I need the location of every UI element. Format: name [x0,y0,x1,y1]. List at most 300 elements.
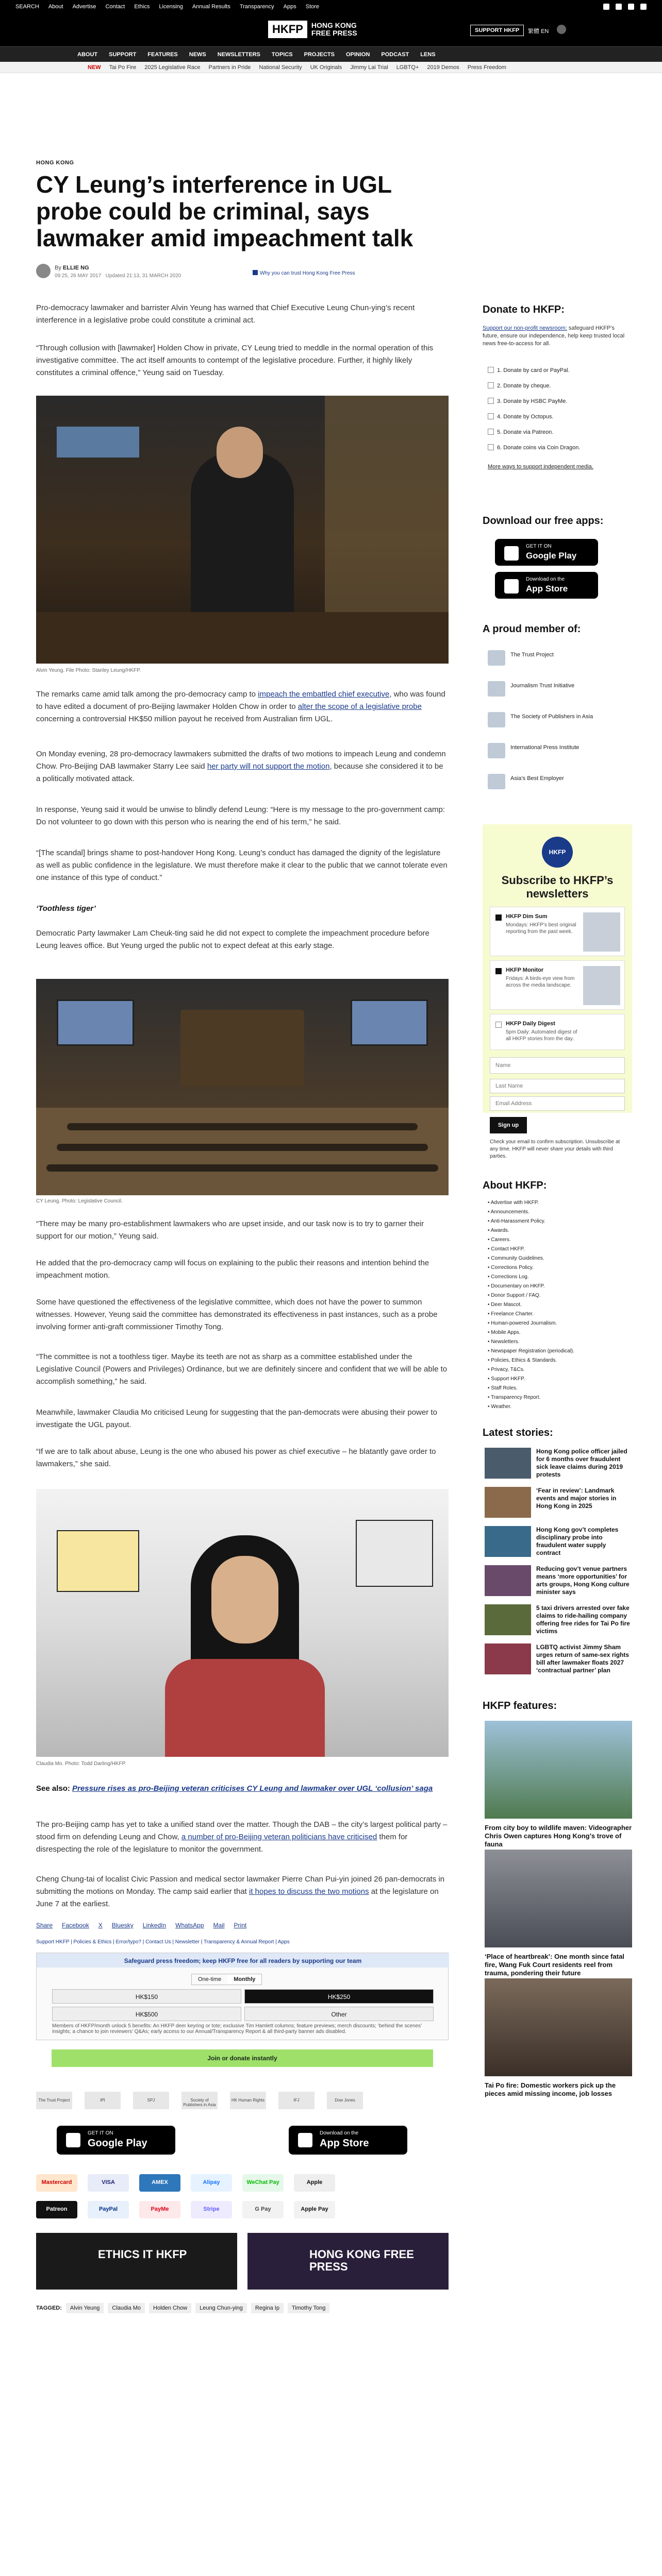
sidebar-google-play[interactable] [495,539,598,566]
about-link[interactable]: • Newspaper Registration (periodical). [488,1347,627,1356]
language-zh[interactable]: 繁體 [528,28,539,35]
trending-new-badge: NEW [88,64,101,71]
paragraph: “[The scandal] brings shame to post-handover Hong Kong. Leung’s conduct has damaged the dignity of the legislature as well as public confidence in the legislature. We must therefore make it clear to the public that we cannot tolerate even one instance of this type of conduct.” [36,849,448,882]
nav-lens[interactable]: LENS [420,52,436,58]
about-link[interactable]: • Freelance Charter. [488,1310,627,1319]
tag[interactable]: Holden Chow [149,2303,191,2313]
author-line [55,265,89,271]
section-label[interactable]: HONG KONG [36,160,74,166]
paragraph: Meanwhile, lawmaker Claudia Mo criticised Leung for suggesting that the pan-democrats were abusing their power to investigate the UGL payout. [36,1408,437,1429]
support-hkfp-button[interactable]: SUPPORT HKFP [470,25,524,36]
about-link[interactable]: • Staff Roles. [488,1384,627,1393]
story-thumb [485,1526,531,1557]
badge-large: App Store [320,2138,369,2149]
amount-option[interactable]: HK$500 [52,2007,241,2021]
badge-small: GET IT ON [526,544,552,549]
utility-about-link[interactable]: About [48,4,63,10]
newsletter-option[interactable] [490,1014,625,1050]
paragraph: “If we are to talk about abuse, Leung is the one who abused his power as chief executive – he blatantly gave order to lawmakers,” she said. [36,1447,436,1468]
checkbox-checked[interactable] [495,968,502,974]
donate-option[interactable] [488,429,627,435]
newsletter-name: HKFP Monitor [506,967,544,973]
donate-intro-link[interactable]: Support our non-profit newsroom: [483,325,567,331]
trending-bar [0,62,662,73]
option-icon [488,429,494,435]
promo-text: HONG KONG FREE PRESS [309,2248,414,2273]
checkbox-checked[interactable] [495,914,502,921]
trending-item[interactable]: Jimmy Lai Trial [350,64,388,71]
logo-text [311,22,357,37]
nav-newsletters[interactable]: NEWSLETTERS [217,52,260,58]
feature-image[interactable] [485,1721,632,1819]
newsletter-desc: 5pm Daily: Automated digest of all HKFP stories from the day. [506,1029,577,1042]
site-header [0,13,662,46]
share-label: Share [36,1922,53,1929]
member-logo [488,650,505,666]
badge-large: Google Play [526,551,577,561]
about-link[interactable]: • Anti-Harassment Policy. [488,1217,627,1226]
text: , because she considered it to be a politically motivated attack. [36,762,443,783]
badge-small: GET IT ON [88,2130,113,2136]
language-en[interactable]: EN [541,28,549,35]
share-mail[interactable]: Mail [213,1922,225,1929]
paragraph: Pro-democracy lawmaker and barrister Alvin Yeung has warned that Chief Executive Leung Chun-ying’s recent interference in a legislative probe could constitute a criminal act. [36,303,415,325]
newsletter-thumb [583,966,620,1005]
toggle-one-time[interactable]: One-time [198,1976,222,1982]
newsletter-title: Subscribe to HKFP’s newsletters [501,874,614,900]
paragraph: Some have questioned the effectiveness of the legislative committee, which does not have the power to summon witnesses. However, Yeung said the committee has demonstrated its effectiveness in past instances, such as a probe involving former anti-graft commissioner Timothy Tong. [36,1298,438,1331]
paragraph: “Through collusion with [lawmaker] Holden Chow in private, CY Leung tried to meddle in the normal operation of this investigative committee. The act itself amounts to contempt of the legislative procedure. Further, it highly likely constitutes a criminal offence,” Yeung said on Tuesday. [36,344,434,377]
paragraph: He added that the pro-democracy camp will focus on explaining to the public their reasons and intention behind the impeachment motion. [36,1259,429,1280]
share-x[interactable]: X [98,1922,103,1929]
member-badge[interactable]: The Trust Project [36,2092,72,2109]
story-thumb [485,1565,531,1596]
member-logo [488,712,505,727]
trending-item[interactable]: UK Originals [310,64,342,71]
donate-option[interactable] [488,367,627,374]
paragraph [36,1873,449,1910]
donate-more-link[interactable]: More ways to support independent media. [488,464,593,470]
newsletter-thumb [583,912,620,952]
text: concerning a controversial HK$50 million payout he received from Australian firm UGL. [36,715,333,723]
newsletter-logo: HKFP [542,837,573,868]
sidebar-app-store[interactable] [495,572,598,599]
about-list [488,1198,627,1412]
photo-screen [57,427,139,457]
article-tags [36,2303,449,2313]
about-link[interactable]: • Privacy, T&Cs. [488,1365,627,1375]
newsletter-desc: Fridays: A birds-eye view from across the media landscape. [506,976,575,988]
member-jti[interactable] [488,680,622,699]
text: On Monday evening, 28 pro-democracy lawmakers submitted the drafts of two motions to impeach Leung and condemn Chow. Pro-Beijing DAB lawmaker Starry Lee said [36,750,446,771]
donate-amounts [52,1989,434,2021]
google-play-icon [504,546,519,561]
trust-link[interactable] [253,270,355,276]
member-ipi[interactable] [488,742,622,760]
story-headline[interactable]: Hong Kong gov’t completes disciplinary probe into fraudulent water supply contract [536,1526,619,1556]
donate-option[interactable] [488,398,627,404]
site-logo[interactable] [268,21,357,38]
tag[interactable]: Claudia Mo [108,2303,145,2313]
logo-mark: HKFP [268,21,307,38]
photo-face [211,1556,278,1643]
text: at the legislature on June 7 at the earliest. [36,1887,439,1908]
donate-option[interactable] [488,413,627,420]
latest-story[interactable] [485,1643,632,1677]
option-icon [488,444,494,450]
utility-licensing-link[interactable]: Licensing [159,4,183,10]
member-best-employer[interactable] [488,773,622,791]
see-also-link[interactable]: Pressure rises as pro-Beijing veteran criticises CY Leung and lawmaker over UGL ‘collusion’ saga [72,1784,433,1793]
photo-caption: CY Leung. Photo: Legislative Council. [36,1198,123,1204]
text: The remarks came amid talk among the pro-democracy camp to [36,690,258,699]
byline [36,264,449,284]
probe-link[interactable]: alter the scope of a legislative probe [297,702,422,711]
about-link[interactable]: • Transparency Report. [488,1393,627,1402]
donate-option-label: 6. Donate coins via Coin Dragon. [497,445,581,451]
about-link[interactable]: • Documentary on HKFP. [488,1282,627,1291]
tag[interactable]: Timothy Tong [288,2303,329,2313]
share-linkedin[interactable]: LinkedIn [142,1922,167,1929]
apple-icon [298,2133,312,2147]
share-bluesky[interactable]: Bluesky [111,1922,134,1929]
about-link[interactable]: • Advertise with HKFP. [488,1198,627,1208]
badge-large: App Store [526,584,568,594]
badge-small: Download on the [320,2130,359,2136]
promo-text: ETHICS IT HKFP [98,2248,187,2261]
nav-projects[interactable]: PROJECTS [304,52,335,58]
payment-logos [36,2201,449,2218]
latest-story[interactable] [485,1526,632,1560]
text: The pro-Beijing camp has yet to take a unified stand over the matter. Though the DAB – the city’s largest political party – stood firm on defending Leung and Chow, [36,1820,448,1841]
paragraph [36,688,449,725]
promo-hkfp[interactable] [247,2233,449,2290]
feature-headline[interactable]: Tai Po fire: Domestic workers pick up the pieces amid missing income, job losses [485,2081,616,2097]
utility-advertise-link[interactable]: Advertise [72,4,96,10]
about-link[interactable]: • Careers. [488,1235,627,1245]
story-thumb [485,1643,531,1674]
badge-large: Google Play [88,2138,147,2149]
newsletter-option[interactable] [490,960,625,1010]
nav-about[interactable]: ABOUT [77,52,98,58]
about-link[interactable]: • Policies, Ethics & Standards. [488,1356,627,1365]
author-avatar [36,264,51,278]
share-facebook[interactable]: Facebook [62,1922,89,1929]
member-badge[interactable]: HK Human Rights [230,2092,266,2109]
feature-image[interactable] [485,1978,632,2076]
member-trust-project[interactable] [488,649,622,668]
text: Cheng Chung-tai of localist Civic Passion and medical sector lawmaker Pierre Chan Pui-yin joined 26 pan-democrats in submitting the motions on Monday. The camp said earlier that [36,1875,445,1896]
utility-store-link[interactable]: Store [305,4,320,10]
member-logo [488,774,505,789]
photo-alvin-yeung [36,396,449,664]
member-strip [36,2092,449,2109]
about-link[interactable]: • Human-powered Journalism. [488,1319,627,1328]
story-headline[interactable]: ‘Fear in review’: Landmark events and major stories in Hong Kong in 2025 [536,1487,617,1510]
photo-figure [165,1659,325,1757]
newsletter-name: HKFP Daily Digest [506,1021,555,1027]
paragraph: “There may be many pro-establishment lawmakers who are upset inside, and our task now is to try to garner their support for our motion,” Yeung said. [36,1219,424,1241]
photo-floor [36,1108,449,1195]
payment-logo: PayPal [88,2201,129,2218]
see-also [36,1783,449,1795]
donate-frequency-toggle [191,1974,262,1985]
donate-option-label: 1. Donate by card or PayPal. [497,367,570,374]
sidebar-latest-title: Latest stories: [483,1427,553,1438]
member-logo [488,681,505,697]
donate-option-label: 2. Donate by cheque. [497,383,551,389]
story-headline[interactable]: Hong Kong police officer jailed for 6 months over fraudulent sick leave claims during 2019 protests [536,1448,627,1478]
member-badge[interactable]: IFJ [278,2092,315,2109]
amount-option[interactable]: HK$150 [52,1989,241,2004]
donate-option[interactable] [488,444,627,451]
top-utility-bar [0,0,662,13]
paragraph [36,748,449,785]
member-sopa[interactable] [488,711,622,730]
photo-head [217,427,263,478]
about-link[interactable]: • Weather. [488,1402,627,1412]
updated: Updated 21:13, 31 MARCH 2020 [105,273,181,279]
newsletter-signup [483,824,632,1113]
latest-story[interactable] [485,1448,632,1482]
sidebar-member-title: A proud member of: [483,623,581,635]
nav-opinion[interactable]: OPINION [345,52,370,58]
trending-item[interactable]: LGBTQ+ [396,64,419,71]
youtube-icon[interactable] [640,4,647,10]
trending-item[interactable]: Tai Po Fire [109,64,137,71]
feature-headline[interactable]: From city boy to wildlife maven: Videographer Chris Owen captures Hong Kong’s trove of fauna [485,1824,632,1848]
photo-legco [36,979,449,1195]
nav-podcast[interactable]: PODCAST [381,52,409,58]
about-link[interactable]: • Awards. [488,1226,627,1235]
newsletter-signup-button[interactable]: Sign up [490,1117,527,1133]
donate-module [36,1953,449,2040]
sidebar-donate-intro [483,325,632,348]
photo-bench [67,1123,418,1130]
member-badge[interactable]: Dow Jones [327,2092,363,2109]
payment-logo: Apple [294,2174,335,2192]
about-link[interactable]: • Community Guidelines. [488,1254,627,1263]
social-icons [603,4,647,10]
google-play-icon [66,2133,80,2147]
author-name[interactable]: ELLIE NG [62,265,89,271]
member-name: Asia’s Best Employer [510,775,564,782]
payment-logo: Stripe [191,2201,232,2218]
donate-option[interactable] [488,382,627,389]
join-donate-button[interactable]: Join or donate instantly [52,2049,433,2067]
newsletter-option[interactable] [490,907,625,956]
account-icon[interactable] [557,25,566,34]
about-link[interactable]: • Corrections Log. [488,1273,627,1282]
payment-logo: Apple Pay [294,2201,335,2218]
utility-ethics-link[interactable]: Ethics [134,4,150,10]
party-link[interactable]: her party will not support the motion [207,762,330,771]
latest-story[interactable] [485,1604,632,1638]
option-icon [488,413,494,419]
facebook-icon[interactable] [603,4,609,10]
byline-by: By [55,265,61,271]
first-name-input[interactable]: Name [490,1057,625,1074]
tag[interactable]: Leung Chun-ying [195,2303,247,2313]
option-icon [488,398,494,404]
amount-option[interactable]: Other [244,2007,434,2021]
tag[interactable]: Regina Ip [251,2303,284,2313]
impeach-link[interactable]: impeach the embattled chief executive [258,690,390,699]
last-name-input[interactable]: Last Name [490,1079,625,1093]
newsletter-desc: Mondays: HKFP’s best original reporting from the past week. [506,922,576,935]
paragraph: Democratic Party lawmaker Lam Cheuk-ting said he did not expect to complete the impeachment procedure before Leung leaves office. But Yeung urged the public not to expect defeat at this early stage. [36,929,429,950]
veterans-link[interactable]: a number of pro-Beijing veteran politicians have criticised [181,1833,377,1841]
sidebar-apps-title: Download our free apps: [483,515,604,527]
utility-contact-link[interactable]: Contact [105,4,125,10]
subheading: ‘Toothless tiger’ [36,904,96,913]
utility-transparency-link[interactable]: Transparency [239,4,274,10]
app-store-badge[interactable] [289,2126,407,2155]
payment-logo: G Pay [242,2201,284,2218]
google-play-badge[interactable] [57,2126,175,2155]
article-footer-links[interactable]: Support HKFP | Policies & Ethics | Error/typo? | Contact Us | Newsletter | Transparency & Annual Report | Apps [36,1939,290,1945]
paragraph: In response, Yeung said it would be unwise to blindly defend Leung: “Here is my message to the pro-government camp: Do not volunteer to go down with this person who is nearing the end of his term,” he said. [36,805,445,826]
utility-apps-link[interactable]: Apps [283,4,296,10]
badge-small: Download on the [526,577,565,582]
published: 09:25, 26 MAY 2017 [55,273,102,279]
trending-item[interactable]: National Security [259,64,302,71]
main-nav [0,46,662,62]
trust-icon [253,270,258,275]
payment-logo: Mastercard [36,2174,77,2192]
trending-item[interactable]: 2025 Legislative Race [144,64,201,71]
about-link[interactable]: • Mobile Apps. [488,1328,627,1337]
logo-line-2: FREE PRESS [311,29,357,37]
member-badge[interactable]: Society of Publishers in Asia [181,2092,218,2109]
newsletter-name: HKFP Dim Sum [506,913,548,920]
photo-screen [57,999,134,1046]
x-icon[interactable] [616,4,622,10]
story-thumb [485,1448,531,1479]
option-icon [488,382,494,388]
donate-perks: Members of HKFP/month unlock 5 benefits: An HKFP deer keyring or tote; exclusive Tim Hamlett columns; feature previews; merch discounts; ‘behind the scenes’ insights; a chance to join reviewers’ Q&As; early access to our Annual/Transparency Report & all third-party banner ads disabled. [52,2023,422,2035]
paragraph: “The committee is not a toothless tiger. Maybe its teeth are not as sharp as a committee established under the Legislative Council (Powers and Privileges) Ordinance, but we are definitely sincere and confident that we will be able to accomplish something,” he said. [36,1352,448,1386]
latest-story[interactable] [485,1565,632,1599]
donate-intro-text: safeguard HKFP’s future, ensure our independence, help keep trusted local news free-to-access for all. [483,325,625,347]
photo-claudia-mo [36,1489,449,1757]
article-headline: CY Leung’s interference in UGL probe could be criminal, says lawmaker amid impeachment talk [36,171,413,251]
sidebar-donate-title: Donate to HKFP: [483,304,565,315]
sidebar-about-title: About HKFP: [483,1180,547,1191]
utility-search-link[interactable]: SEARCH [15,4,39,10]
paragraph [36,1819,449,1856]
photo-bench [46,1164,438,1172]
photo-dais [180,1010,304,1087]
about-link[interactable]: • Corrections Policy. [488,1263,627,1273]
member-name: The Trust Project [510,652,554,658]
promo-ethics[interactable] [36,2233,237,2290]
member-badge[interactable]: SPJ [133,2092,169,2109]
sidebar-features-title: HKFP features: [483,1700,557,1711]
about-link[interactable]: • Deer Mascot. [488,1300,627,1310]
email-input[interactable]: Email Address [490,1096,625,1111]
language-switch[interactable] [528,27,549,35]
nav-news[interactable]: NEWS [189,52,206,58]
motions-link[interactable]: it hopes to discuss the two motions [249,1887,369,1896]
payment-logo: VISA [88,2174,129,2192]
photo-bench [57,1144,428,1151]
story-headline[interactable]: 5 taxi drivers arrested over fake claims to ride-hailing company offering free rides for Tai Po fire victims [536,1604,630,1635]
trending-item[interactable]: Press Freedom [467,64,506,71]
publish-date [55,273,181,279]
trust-text[interactable]: Why you can trust Hong Kong Free Press [260,270,355,276]
checkbox-unchecked[interactable] [495,1022,502,1028]
photo-caption: Alvin Yeung. File Photo: Stanley Leung/HKFP. [36,668,141,673]
tags-label: TAGGED: [36,2305,62,2311]
amount-option-selected[interactable]: HK$250 [244,1989,434,2004]
photo-desk [36,612,449,664]
nav-support[interactable]: SUPPORT [109,52,137,58]
newsletter-note: Check your email to confirm subscription. Unsubscribe at any time. HKFP will never share your details with third parties. [490,1139,620,1159]
photo-sign [57,1530,139,1592]
utility-annual-results-link[interactable]: Annual Results [192,4,230,10]
about-link[interactable]: • Contact HKFP. [488,1245,627,1254]
payment-logos [36,2174,449,2192]
see-also-label: See also: [36,1784,73,1793]
photo-caption: Claudia Mo. Photo: Todd Darling/HKFP. [36,1761,126,1767]
trending-item[interactable]: 2019 Demos [427,64,459,71]
option-icon [488,367,494,373]
feature-image[interactable] [485,1850,632,1947]
instagram-icon[interactable] [628,4,634,10]
about-link[interactable]: • Newsletters. [488,1337,627,1347]
story-thumb [485,1487,531,1518]
story-headline[interactable]: Reducing gov’t venue partners means ‘more opportunities’ for arts groups, Hong Kong culture minister says [536,1565,630,1596]
tag[interactable]: Alvin Yeung [66,2303,104,2313]
member-badge[interactable]: IPI [85,2092,121,2109]
payment-logo: PayMe [139,2201,180,2218]
share-whatsapp[interactable]: WhatsApp [175,1922,204,1929]
donate-option-label: 3. Donate by HSBC PayMe. [497,398,568,404]
donate-option-label: 4. Donate by Octopus. [497,414,554,420]
nav-topics[interactable]: TOPICS [271,52,293,58]
trending-item[interactable]: Partners in Pride [208,64,251,71]
text: , who was found to have edited a document of pro-Beijing lawmaker Holden Chow in order to [36,690,445,711]
feature-headline[interactable]: ‘Place of heartbreak’: One month since fatal fire, Wang Fuk Court residents reel from trauma, pondering their future [485,1953,624,1977]
text: them for disrespecting the role of the legislature to monitor the government. [36,1833,408,1854]
payment-logo: WeChat Pay [242,2174,284,2192]
about-link[interactable]: • Support HKFP. [488,1375,627,1384]
payment-logo: Patreon [36,2201,77,2218]
photo-sign [356,1520,433,1587]
story-thumb [485,1604,531,1635]
about-link[interactable]: • Donor Support / FAQ. [488,1291,627,1300]
share-print[interactable]: Print [234,1922,247,1929]
member-logo [488,743,505,758]
story-headline[interactable]: LGBTQ activist Jimmy Sham urges return of same-sex rights bill after lawmaker floats 2027 ‘contractual partner’ plan [536,1643,630,1674]
member-name: Journalism Trust Initiative [510,683,575,689]
donate-option-label: 5. Donate via Patreon. [497,429,554,435]
latest-story[interactable] [485,1487,632,1521]
payment-logo: AMEX [139,2174,180,2192]
photo-screen [351,999,428,1046]
payment-logo: Alipay [191,2174,232,2192]
member-name: The Society of Publishers in Asia [510,714,593,720]
logo-line-1: HONG KONG [311,21,357,29]
about-link[interactable]: • Announcements. [488,1208,627,1217]
utility-links [15,4,319,10]
share-bar [36,1922,449,1929]
member-name: International Press Institute [510,744,580,751]
donate-banner: Safeguard press freedom; keep HKFP free for all readers by supporting our team [37,1953,449,1968]
nav-features[interactable]: FEATURES [147,52,178,58]
toggle-monthly[interactable]: Monthly [227,1974,261,1985]
